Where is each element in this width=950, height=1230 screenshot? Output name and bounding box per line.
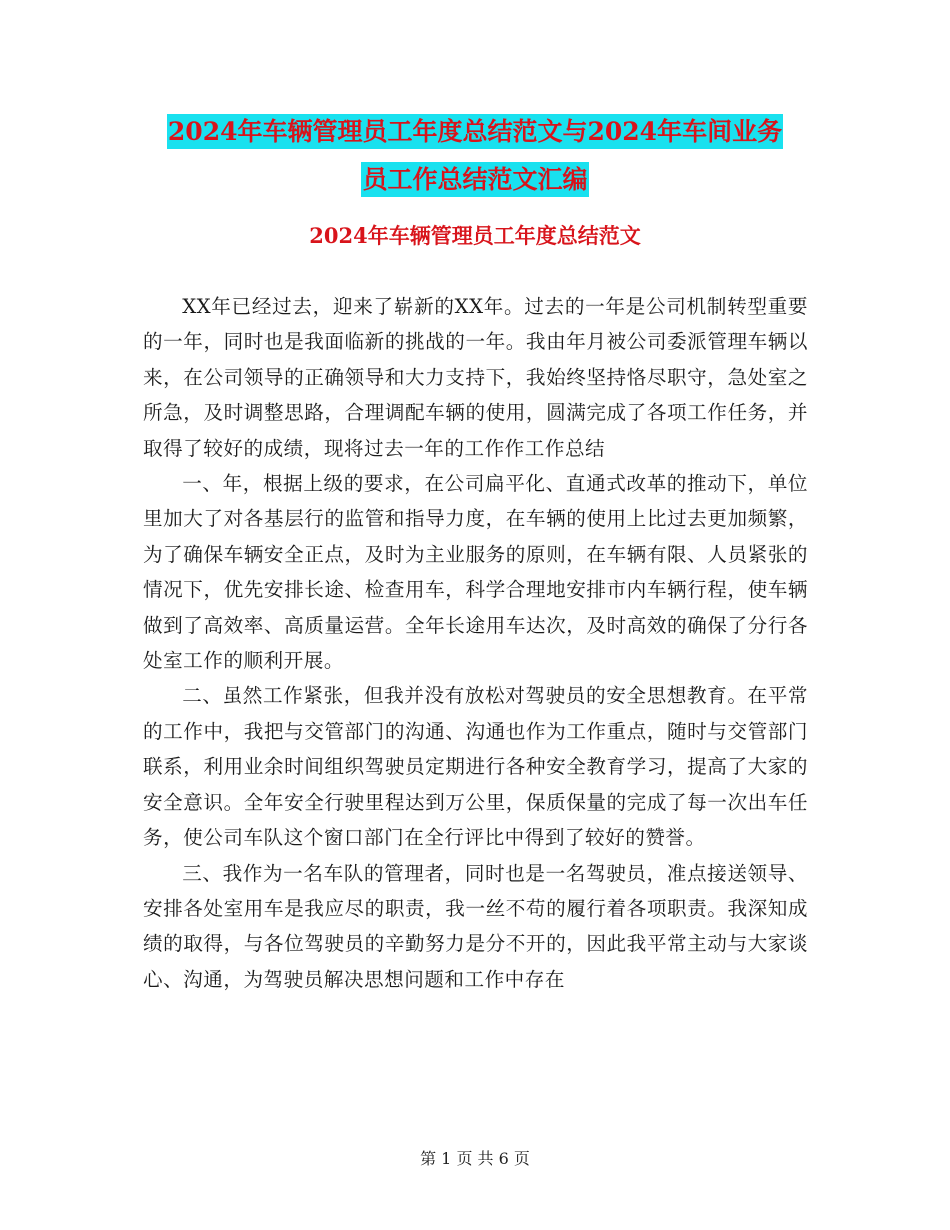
title-highlight-2: 员工作总结范文汇编 (361, 162, 588, 197)
page-footer: 第 1 页 共 6 页 (420, 1149, 530, 1168)
document-title-line-1 (0, 108, 950, 156)
document-title (0, 108, 950, 204)
paragraph-two: 二、虽然工作紧张，但我并没有放松对驾驶员的安全思想教育。在平常的工作中，我把与交管部门的沟通、沟通也作为工作重点，随时与交管部门联系，利用业余时间组织驾驶员定期进行各种安全教育学习，提高了大家的安全意识。全年安全行驶里程达到万公里，保质保量的完成了每一次出车任务，使公司车队这个窗口部门在全行评比中得到了较好的赞誉。 (143, 684, 808, 850)
paragraph-one: 一、年，根据上级的要求，在公司扁平化、直通式改革的推动下，单位里加大了对各基层行的监管和指导力度，在车辆的使用上比过去更加频繁，为了确保车辆安全正点，及时为主业服务的原则，在车辆有限、人员紧张的情况下，优先安排长途、检查用车，科学合理地安排市内车辆行程，使车辆做到了高效率、高质量运营。全年长途用车达次，及时高效的确保了分行各处室工作的顺利开展。 (143, 472, 808, 673)
title-highlight-1: 2024年车辆管理员工年度总结范文与2024年车间业务 (167, 114, 783, 149)
section-title: 2024年车辆管理员工年度总结范文 (309, 223, 641, 248)
paragraph-intro: XX年已经过去，迎来了崭新的XX年。过去的一年是公司机制转型重要的一年，同时也是我面临新的挑战的一年。我由年月被公司委派管理车辆以来，在公司领导的正确领导和大力支持下，我始终坚持恪尽职守，急处室之所急，及时调整思路，合理调配车辆的使用，圆满完成了各项工作任务，并取得了较好的成绩，现将过去一年的工作作工作总结 (143, 295, 808, 460)
document-title-line-2 (0, 156, 950, 204)
document-body (143, 289, 808, 997)
paragraph-three: 三、我作为一名车队的管理者，同时也是一名驾驶员，准点接送领导、安排各处室用车是我应尽的职责，我一丝不苟的履行着各项职责。我深知成绩的取得，与各位驾驶员的辛勤努力是分不开的，因此我平常主动与大家谈心、沟通，为驾驶员解决思想问题和工作中存在 (143, 861, 808, 991)
